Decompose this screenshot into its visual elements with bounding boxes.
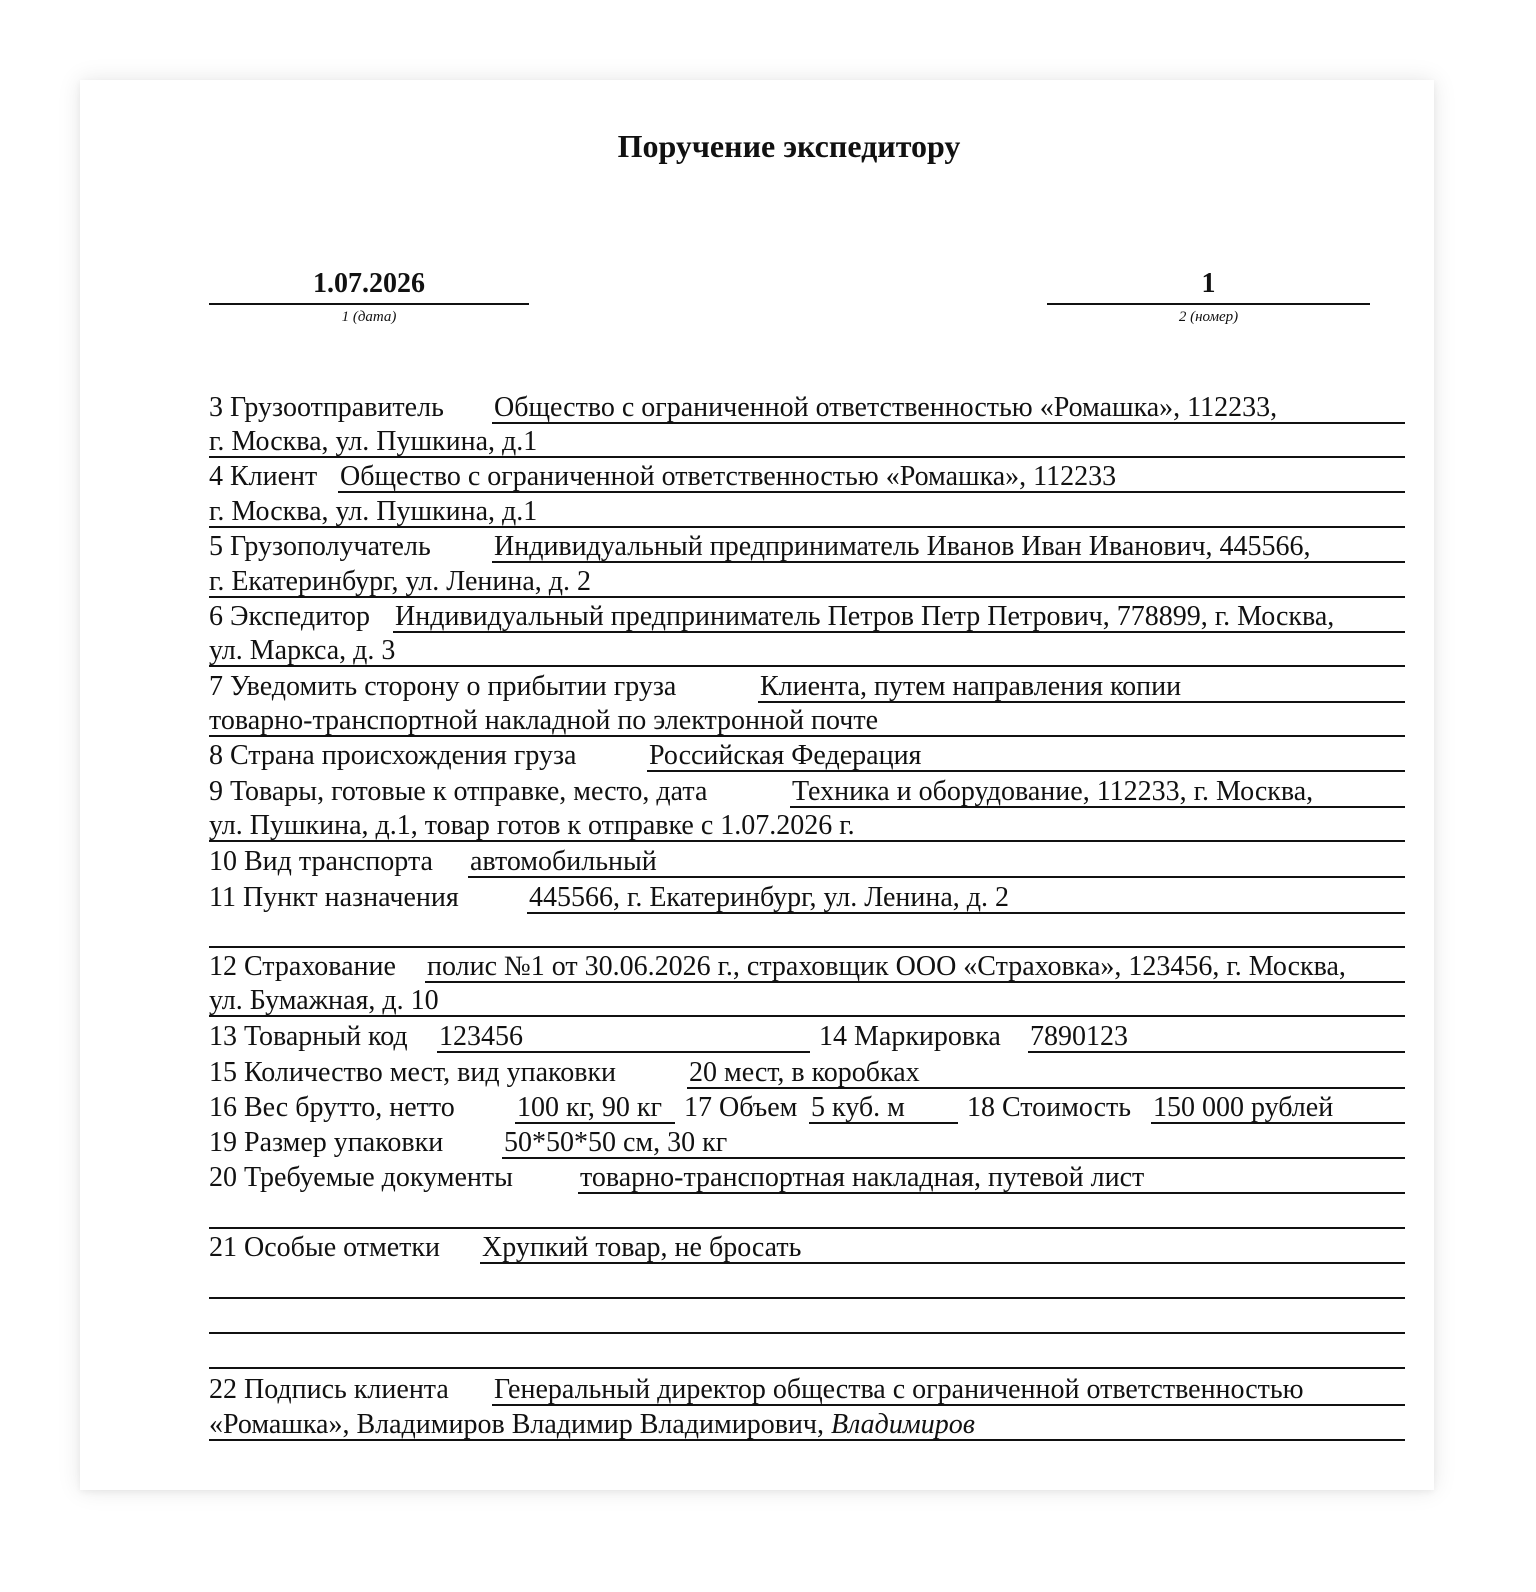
field-label: 22 Подпись клиента	[209, 1374, 449, 1405]
field-label: 8 Страна происхождения груза	[209, 740, 577, 771]
field-label: 12 Страхование	[209, 951, 396, 982]
field-value: Генеральный директор общества с ограниченной ответственностью	[494, 1374, 1304, 1405]
field-value: 445566, г. Екатеринбург, ул. Ленина, д. 2	[529, 882, 1010, 913]
field-value: 150 000 рублей	[1153, 1092, 1334, 1123]
blank-line	[209, 1299, 1405, 1334]
field-label: 3 Грузоотправитель	[209, 392, 444, 423]
blank-line	[209, 1334, 1405, 1369]
field-value: ул. Бумажная, д. 10	[209, 985, 439, 1016]
field-client	[209, 458, 1405, 493]
field-value: Индивидуальный предприниматель Петров Петр Петрович, 778899, г. Москва,	[395, 601, 1335, 632]
field-value: Индивидуальный предприниматель Иванов Иван Иванович, 445566,	[494, 531, 1311, 562]
field-value: Общество с ограниченной ответственностью «Ромашка», 112233	[340, 461, 1117, 492]
field-package-count	[209, 1054, 1405, 1089]
field-value-line	[209, 1410, 975, 1440]
field-label: 21 Особые отметки	[209, 1232, 440, 1263]
field-label: 9 Товары, готовые к отправке, место, дата	[209, 776, 708, 807]
field-value: товарно-транспортной накладной по электронной почте	[209, 705, 878, 736]
field-value: Клиента, путем направления копии	[760, 671, 1182, 702]
blank-line	[209, 1194, 1405, 1229]
field-label: 20 Требуемые документы	[209, 1162, 513, 1193]
field-notify-cont	[209, 702, 1405, 737]
field-value: Хрупкий товар, не бросать	[482, 1232, 802, 1263]
field-label: 16 Вес брутто, нетто	[209, 1092, 455, 1123]
field-value: 123456	[439, 1021, 523, 1052]
date-value: 1.07.2026	[313, 268, 425, 299]
field-value: 50*50*50 см, 30 кг	[504, 1127, 728, 1158]
field-label: 19 Размер упаковки	[209, 1127, 444, 1158]
field-value: Российская Федерация	[649, 740, 922, 771]
field-insurance	[209, 948, 1405, 983]
field-value: 7890123	[1030, 1021, 1128, 1052]
field-shipper	[209, 389, 1405, 424]
document-title: Поручение экспедитору	[617, 128, 961, 164]
field-value: ул. Маркса, д. 3	[209, 635, 396, 666]
field-transport-type	[209, 843, 1405, 878]
field-value: Общество с ограниченной ответственностью «Ромашка», 112233,	[494, 392, 1278, 423]
field-value: автомобильный	[470, 846, 657, 877]
field-shipper-cont	[209, 423, 1405, 458]
date-underline	[209, 303, 529, 305]
field-value: полис №1 от 30.06.2026 г., страховщик ООО «Страховка», 123456, г. Москва,	[427, 951, 1346, 982]
field-client-cont	[209, 493, 1405, 528]
field-origin-country	[209, 737, 1405, 772]
field-label: 6 Экспедитор	[209, 601, 370, 632]
field-label: 15 Количество мест, вид упаковки	[209, 1057, 617, 1088]
field-notify	[209, 668, 1405, 703]
field-weight-volume-cost	[209, 1089, 1405, 1124]
date-caption: 1 (дата)	[341, 309, 397, 325]
field-special-notes	[209, 1229, 1405, 1264]
field-label: 11 Пункт назначения	[209, 882, 459, 913]
field-value: г. Москва, ул. Пушкина, д.1	[209, 426, 538, 457]
field-value: товарно-транспортная накладная, путевой лист	[580, 1162, 1145, 1193]
field-insurance-cont	[209, 982, 1405, 1017]
number-underline	[1047, 303, 1370, 305]
field-value: Техника и оборудование, 112233, г. Москва,	[792, 776, 1314, 807]
field-value: 20 мест, в коробках	[689, 1057, 920, 1088]
number-caption: 2 (номер)	[1178, 309, 1239, 325]
field-label: 14 Маркировка	[819, 1021, 1001, 1052]
field-consignee-cont	[209, 563, 1405, 598]
field-value: 100 кг, 90 кг	[517, 1092, 663, 1123]
field-label: 7 Уведомить сторону о прибытии груза	[209, 671, 677, 702]
field-label: 4 Клиент	[209, 461, 318, 492]
field-value: г. Москва, ул. Пушкина, д.1	[209, 496, 538, 527]
field-goods-ready-cont	[209, 807, 1405, 842]
field-value: ул. Пушкина, д.1, товар готов к отправке с 1.07.2026 г.	[209, 810, 855, 841]
field-forwarder-cont	[209, 632, 1405, 667]
field-client-signature-cont	[209, 1406, 1405, 1441]
field-label: 17 Объем	[684, 1092, 798, 1123]
field-destination	[209, 879, 1405, 914]
field-package-size	[209, 1124, 1405, 1159]
field-goods-ready	[209, 773, 1405, 808]
number-value: 1	[1201, 268, 1216, 299]
field-client-signature	[209, 1371, 1405, 1406]
field-value: г. Екатеринбург, ул. Ленина, д. 2	[209, 566, 592, 597]
blank-line	[209, 913, 1405, 948]
field-consignee	[209, 528, 1405, 563]
field-commodity-code-marking	[209, 1018, 1405, 1053]
field-forwarder	[209, 598, 1405, 633]
field-required-documents	[209, 1159, 1405, 1194]
field-label: 5 Грузополучатель	[209, 531, 431, 562]
field-label: 18 Стоимость	[967, 1092, 1132, 1123]
field-value: «Ромашка», Владимиров Владимир Владимирович,	[209, 1409, 825, 1440]
signature: Владимиров	[831, 1409, 975, 1440]
field-value: 5 куб. м	[811, 1092, 905, 1123]
field-label: 10 Вид транспорта	[209, 846, 433, 877]
blank-line	[209, 1264, 1405, 1299]
field-label: 13 Товарный код	[209, 1021, 408, 1052]
